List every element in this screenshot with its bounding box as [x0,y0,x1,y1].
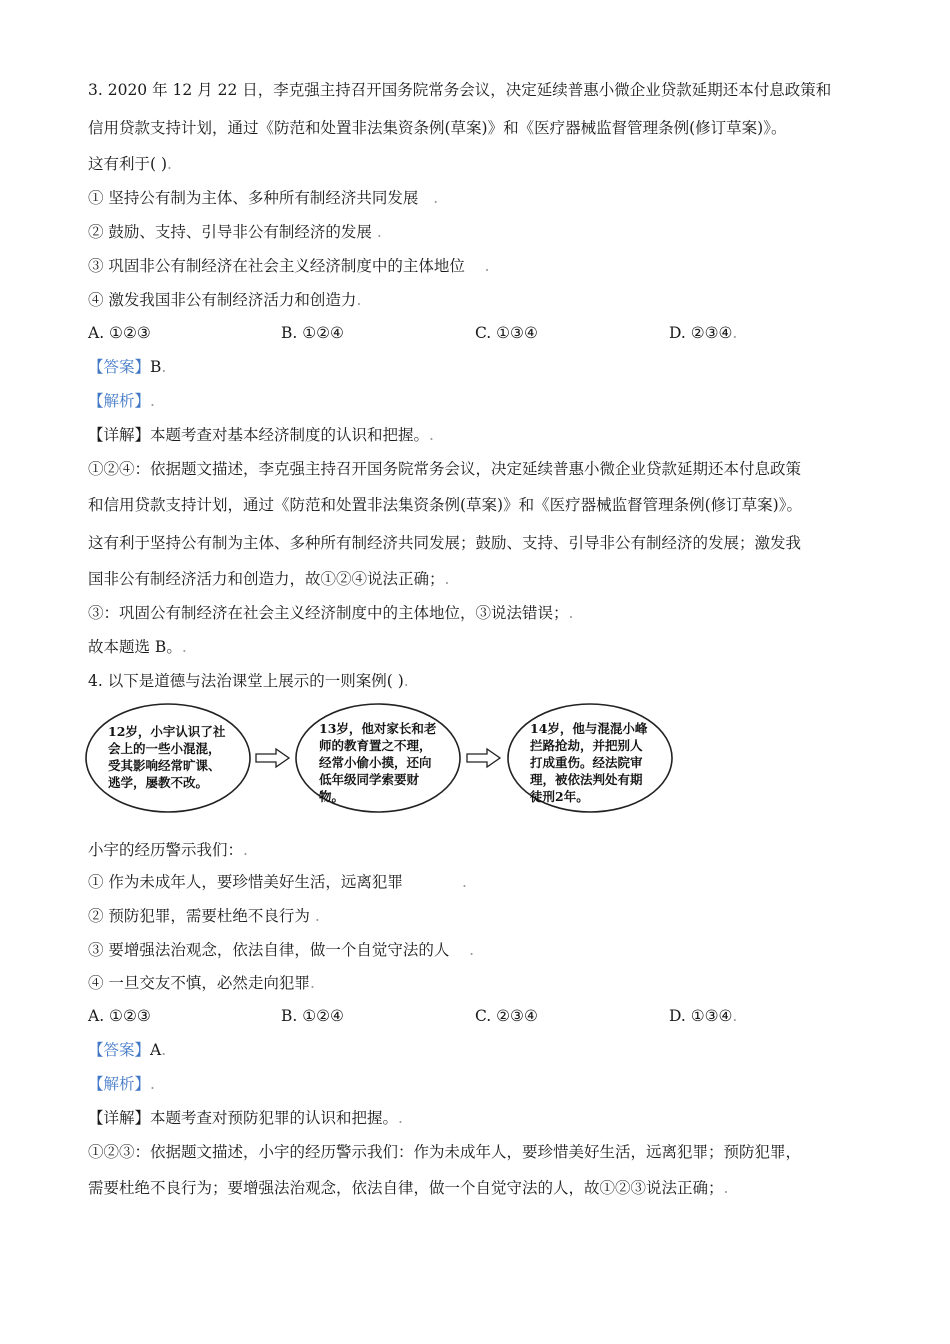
q3-stem-line-1: 3. 2020 年 12 月 22 日，李克强主持召开国务院常务会议，决定延续普惠小微企业贷款延期还本付息政策和 [88,81,832,99]
q3-option-c: C. ①③④ [475,324,538,342]
q3-analysis: 【解析】. [88,392,155,410]
q4-option-a: A. ①②③ [88,1007,151,1025]
q3-item-1: ① 坚持公有制为主体、多种所有制经济共同发展 . [88,189,439,207]
q4-item-4: ④ 一旦交友不慎，必然走向犯罪. [88,974,315,992]
q4-item-1: ① 作为未成年人，要珍惜美好生活，远离犯罪 . [88,873,467,891]
q3-answer: 【答案】B. [88,358,167,376]
q3-detail-line-2: 和信用贷款支持计划，通过《防范和处置非法集资条例(草案)》和《医疗器械监督管理条例(修订草案)》。 [88,496,802,514]
q4-option-b: B. ①②④ [281,1007,344,1025]
q3-item-4: ④ 激发我国非公有制经济活力和创造力. [88,291,362,309]
q4-option-d: D. ①③④. [669,1007,738,1025]
q3-detail-line-3: 这有利于坚持公有制为主体、多种所有制经济共同发展；鼓励、支持、引导非公有制经济的发展；激发我 [88,534,802,552]
q4-detail-intro: 【详解】本题考查对预防犯罪的认识和把握。. [88,1109,403,1127]
case-flow-diagram [84,700,704,820]
q4-option-c: C. ②③④ [475,1007,538,1025]
q3-detail-line-1: ①②④：依据题文描述，李克强主持召开国务院常务会议，决定延续普惠小微企业贷款延期还本付息政策 [88,460,802,478]
q3-option-d: D. ②③④. [669,324,738,342]
q4-answer: 【答案】A. [88,1041,167,1059]
q3-detail-line-5: ③：巩固公有制经济在社会主义经济制度中的主体地位，③说法错误；. [88,604,574,622]
q4-item-3: ③ 要增强法治观念，依法自律，做一个自觉守法的人 . [88,941,475,959]
q3-detail-intro: 【详解】本题考查对基本经济制度的认识和把握。. [88,426,434,444]
q4-detail-line-2: 需要杜绝不良行为；要增强法治观念，依法自律，做一个自觉守法的人，故①②③说法正确；. [88,1179,729,1197]
case-text-2: 13岁，他对家长和老师的教育置之不理，经常小偷小摸，还向低年级同学索要财物。 [319,721,437,804]
q3-item-3: ③ 巩固非公有制经济在社会主义经济制度中的主体地位 . [88,257,490,275]
q4-stem: 4. 以下是道德与法治课堂上展示的一则案例( ). [88,672,409,690]
case-text-1: 12岁，小宇认识了社会上的一些小混混，受其影响经常旷课、逃学，屡教不改。 [108,724,226,790]
q3-item-2: ② 鼓励、支持、引导非公有制经济的发展 . [88,223,382,241]
q3-stem-line-2: 信用贷款支持计划，通过《防范和处置非法集资条例(草案)》和《医疗器械监督管理条例(修订草案)》。 [88,119,787,137]
q4-detail-line-1: ①②③：依据题文描述，小宇的经历警示我们：作为未成年人，要珍惜美好生活，远离犯罪；预防犯罪， [88,1143,802,1161]
q4-item-2: ② 预防犯罪，需要杜绝不良行为 . [88,907,320,925]
q3-option-b: B. ①②④ [281,324,344,342]
q3-option-a: A. ①②③ [88,324,151,342]
q4-analysis: 【解析】. [88,1075,155,1093]
q3-detail-line-4: 国非公有制经济活力和创造力，故①②④说法正确；. [88,570,450,588]
arrow-icon [467,749,500,767]
q3-stem-line-3: 这有利于( ). [88,155,172,173]
q4-lead: 小宇的经历警示我们：. [88,841,248,859]
case-text-3: 14岁，他与混混小峰拦路抢劫，并把别人打成重伤。经法院审理，被依法判处有期徒刑2年。 [530,721,648,804]
arrow-icon [256,749,289,767]
q3-detail-line-6: 故本题选 B。. [88,638,187,656]
